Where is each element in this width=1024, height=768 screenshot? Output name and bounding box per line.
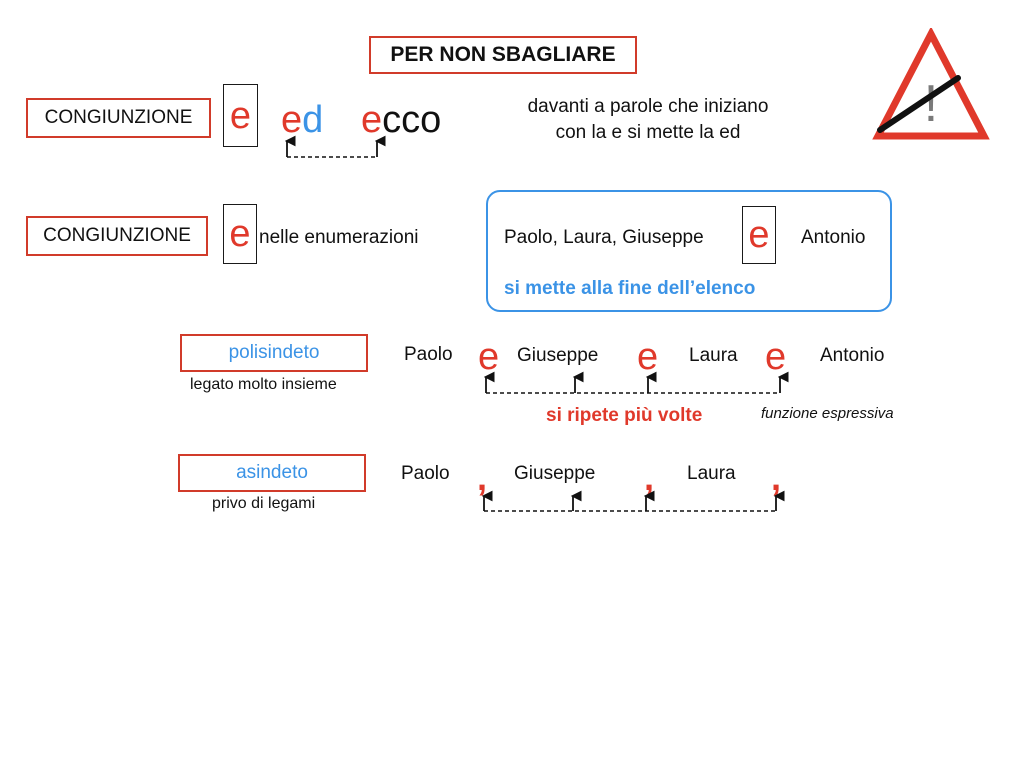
polisindeto-label: polisindeto bbox=[180, 334, 368, 372]
e-letter-2: e bbox=[229, 213, 251, 255]
congiunzione-label-2: CONGIUNZIONE bbox=[26, 216, 208, 256]
ecco-rest: cco bbox=[382, 99, 442, 141]
example-last-name: Antonio bbox=[801, 227, 866, 248]
asindeto-label: asindeto bbox=[178, 454, 366, 492]
example-e-letter: e bbox=[748, 214, 770, 256]
poli-connector-e-3: e bbox=[765, 336, 787, 378]
ed-e: e bbox=[281, 99, 303, 141]
polisindeto-function: funzione espressiva bbox=[761, 405, 894, 422]
e-letter-1: e bbox=[229, 94, 252, 137]
polisindeto-note: si ripete più volte bbox=[546, 405, 703, 426]
enumeration-note: si mette alla fine dell’elenco bbox=[504, 278, 756, 299]
poli-word-giuseppe: Giuseppe bbox=[517, 345, 599, 366]
page-title: PER NON SBAGLIARE bbox=[369, 36, 637, 74]
asin-word-giuseppe: Giuseppe bbox=[514, 463, 596, 484]
rule-line-1: davanti a parole che iniziano bbox=[527, 96, 769, 117]
asindeto-caption: privo di legami bbox=[212, 495, 316, 512]
asin-comma-3: , bbox=[771, 457, 782, 498]
asin-word-paolo: Paolo bbox=[401, 463, 450, 484]
polisindeto-connector bbox=[486, 377, 780, 393]
poli-connector-e-1: e bbox=[478, 336, 500, 378]
polisindeto-caption: legato molto insieme bbox=[190, 376, 337, 393]
poli-connector-e-2: e bbox=[637, 336, 659, 378]
asin-word-laura: Laura bbox=[687, 463, 736, 484]
enumeration-text: nelle enumerazioni bbox=[259, 227, 419, 248]
warning-exclamation: ! bbox=[923, 75, 939, 133]
asin-comma-1: , bbox=[477, 457, 488, 498]
ed-d: d bbox=[302, 99, 324, 141]
ecco-e: e bbox=[361, 99, 383, 141]
example-names: Paolo, Laura, Giuseppe bbox=[504, 227, 704, 248]
congiunzione-label-1: CONGIUNZIONE bbox=[26, 98, 211, 138]
poli-word-antonio: Antonio bbox=[820, 345, 885, 366]
asin-comma-2: , bbox=[644, 457, 655, 498]
ed-ecco-connector bbox=[287, 141, 377, 157]
rule-line-2: con la e si mette la ed bbox=[555, 122, 741, 143]
asindeto-connector bbox=[484, 496, 776, 511]
poli-word-paolo: Paolo bbox=[404, 344, 453, 365]
poli-word-laura: Laura bbox=[689, 345, 738, 366]
